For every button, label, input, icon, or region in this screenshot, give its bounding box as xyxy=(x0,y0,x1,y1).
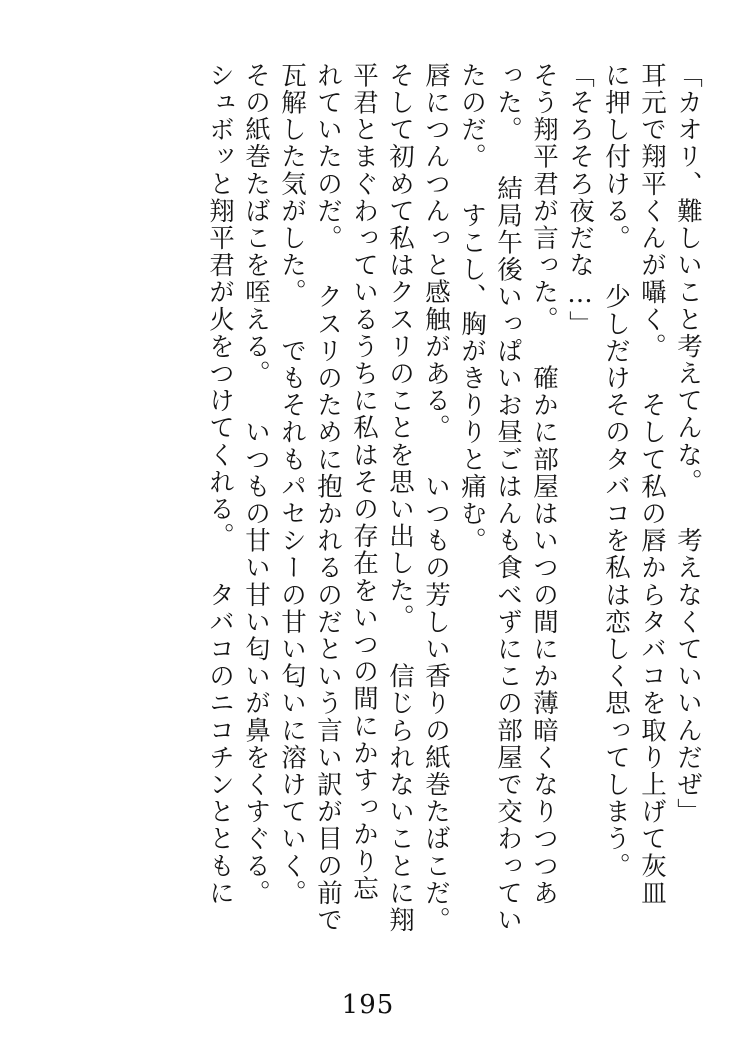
text-line: 平君とまぐわっているうちに私はその存在をいつの間にかすっかり忘 xyxy=(349,62,379,903)
text-line: 「カオリ、難しいこと考えてんな。 考えなくていいんだぜ」 xyxy=(673,62,703,826)
text-line: たのだ。 すこし、胸がきりりと痛む。 xyxy=(457,62,487,555)
text-line: 瓦解した気がした。 でもそれもパセシーの甘い匂いに溶けていく。 xyxy=(277,62,307,907)
text-line: そして初めて私はクスリのことを思い出した。 信じられないことに翔 xyxy=(385,62,415,934)
text-line: った。 結局午後いっぱいお昼ごはんも食べずにこの部屋で交わってい xyxy=(493,62,523,934)
vertical-text-block xyxy=(52,62,703,962)
text-line: れていたのだ。 クスリのために抱かれるのだという言い訳が目の前で xyxy=(313,62,343,934)
text-line: に押し付ける。 少しだけそのタバコを私は恋しく思ってしまう。 xyxy=(601,62,631,880)
text-line: 「そろそろ夜だな…」 xyxy=(565,62,595,338)
text-line: シュボッと翔平君が火をつけてくれる。 タバコのニコチンとともに xyxy=(205,62,235,907)
text-line: 唇につんつんっと感触がある。 いつもの芳しい香りの紙巻たばこだ。 xyxy=(421,62,451,934)
text-line: 耳元で翔平くんが囁く。 そして私の唇からタバコを取り上げて灰皿 xyxy=(637,62,667,907)
text-line: そう翔平君が言った。 確かに部屋はいつの間にか薄暗くなりつつあ xyxy=(529,62,559,907)
text-line: その紙巻たばこを咥える。 いつもの甘い甘い匂いが鼻をくすぐる。 xyxy=(241,62,271,907)
page-number: 195 xyxy=(341,990,395,1020)
